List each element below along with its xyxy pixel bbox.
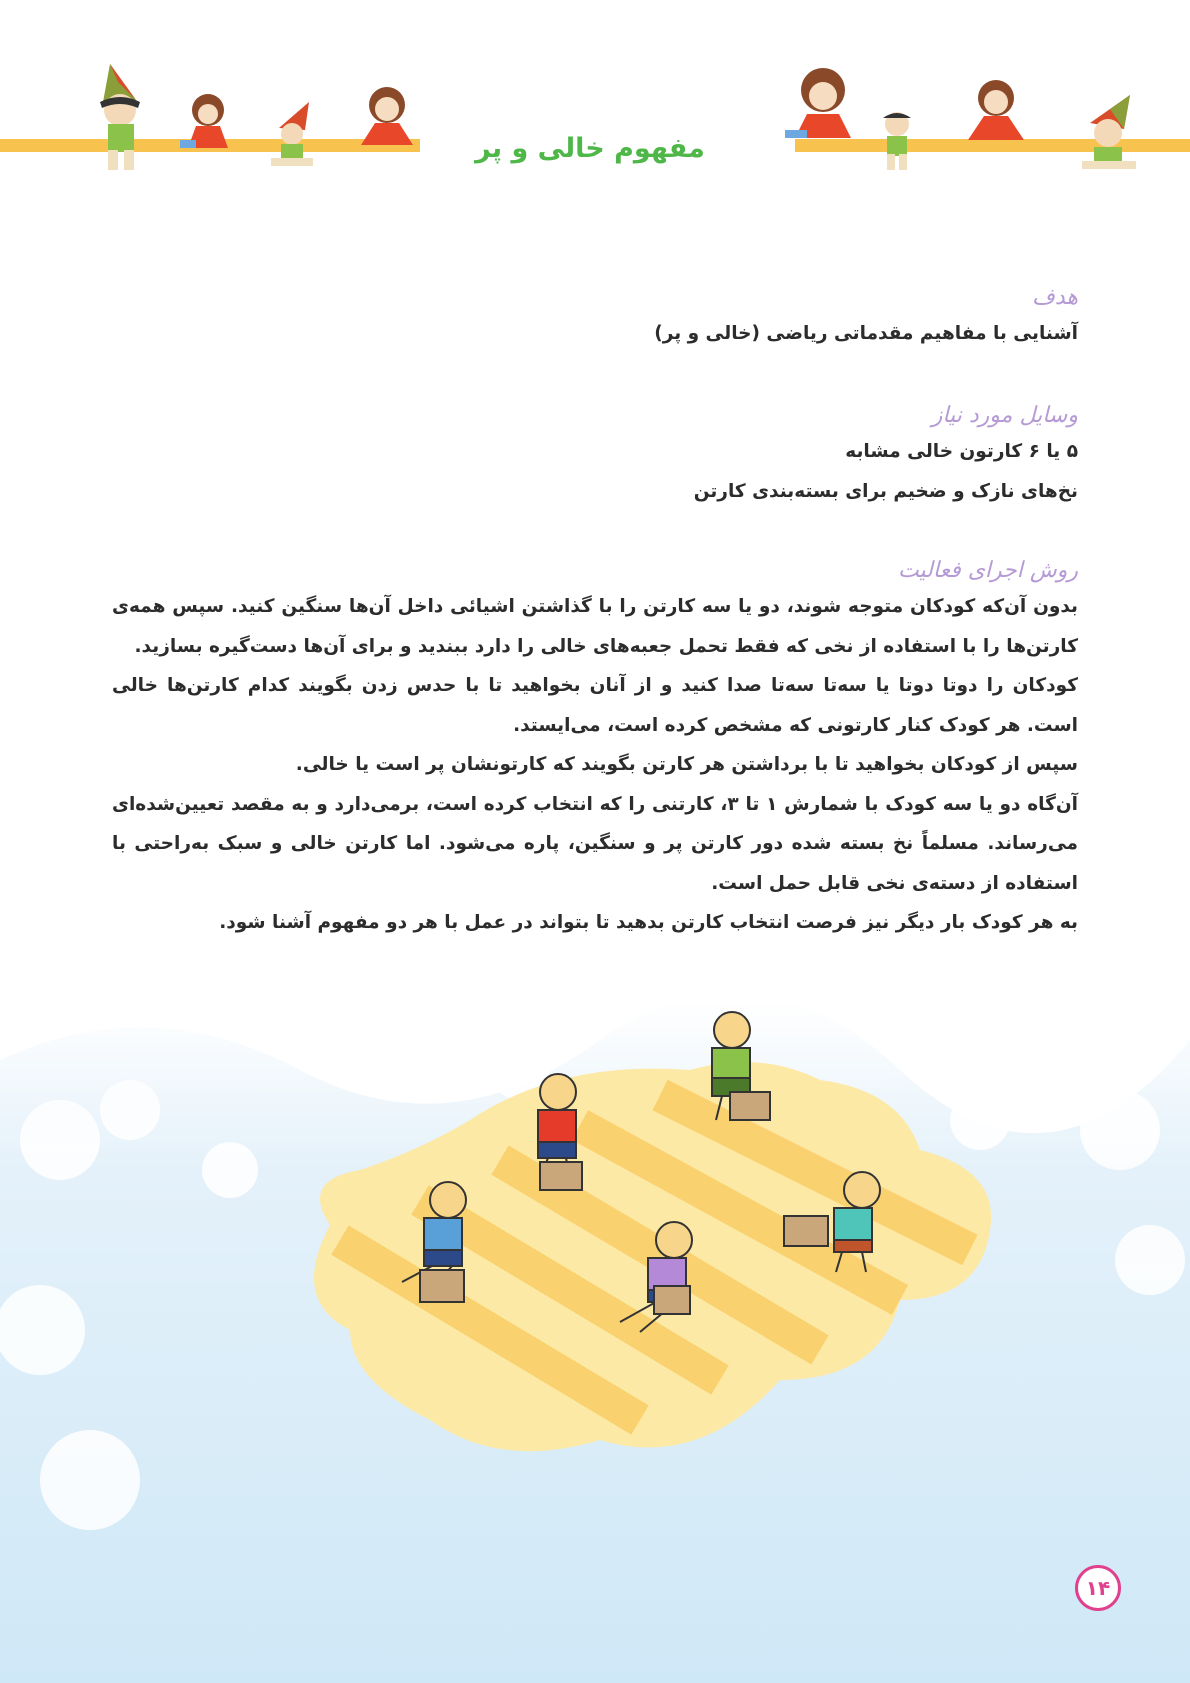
materials-line: نخ‌های نازک و ضخیم برای بسته‌بندی کارتن (693, 481, 1078, 502)
girl-doll-red-dress-illustration (355, 85, 420, 150)
procedure-paragraph: آن‌گاه دو یا سه کودک با شمارش ۱ تا ۳، کارتنی را که انتخاب کرده است، برمی‌دارد و به مقصد تعیین‌شده‌ای می‌رساند. مسلماً نخ بسته شده دور کارتن پر و سنگین، پاره می‌شود. اما کارتن خالی و سبک به‌راحتی با استفاده از دسته‌ی نخی قابل حمل است. (112, 793, 1078, 894)
goal-section (112, 282, 1078, 354)
girl-doll-sitting-illustration (785, 66, 860, 146)
materials-section (112, 400, 1078, 512)
procedure-paragraph: به هر کودک بار دیگر نیز فرصت انتخاب کارتن بدهید تا بتواند در عمل با هر دو مفهوم آشنا شود. (219, 912, 1078, 933)
girl-doll-illustration (178, 92, 233, 152)
procedure-heading: روش اجرای فعالیت (897, 558, 1078, 583)
materials-line: ۵ یا ۶ کارتون خالی مشابه (845, 441, 1078, 462)
clown-doll-right-illustration (1080, 95, 1152, 177)
materials-heading: وسایل مورد نیاز (931, 403, 1078, 428)
procedure-section (112, 555, 1078, 943)
clown-doll-illustration (88, 62, 153, 177)
girl-doll-right-illustration (962, 78, 1032, 148)
children-carrying-boxes-illustration (0, 1000, 1190, 1683)
procedure-paragraph: بدون آن‌که کودکان متوجه شوند، دو یا سه کارتن را با گذاشتن اشیائی داخل آن‌ها سنگین کنید. سپس همه‌ی کارتن‌ها را با استفاده از نخی که فقط تحمل جعبه‌های خالی را دارد ببندید و برای آن‌ها دست‌گیره بسازید. (112, 596, 1078, 657)
page-title: مفهوم خالی و پر (475, 133, 705, 164)
procedure-paragraph: سپس از کودکان بخواهید تا با برداشتن هر کارتن بگویند که کارتونشان پر است یا خالی. (295, 754, 1078, 775)
goal-line: آشنایی با مفاهیم مقدماتی ریاضی (خالی و پر) (654, 323, 1078, 344)
page-number: ۱۴ (1075, 1565, 1121, 1611)
clown-doll-small-illustration (265, 100, 320, 175)
procedure-paragraph: کودکان را دوتا دوتا یا سه‌تا سه‌تا صدا کنید و از آنان بخواهید تا با حدس زدن بگویند کدام کارتن‌ها خالی است. هر کودک کنار کارتونی که مشخص کرده است، می‌ایستد. (112, 675, 1078, 736)
clown-doll-small-right-illustration (875, 102, 920, 177)
goal-heading: هدف (1032, 285, 1078, 310)
